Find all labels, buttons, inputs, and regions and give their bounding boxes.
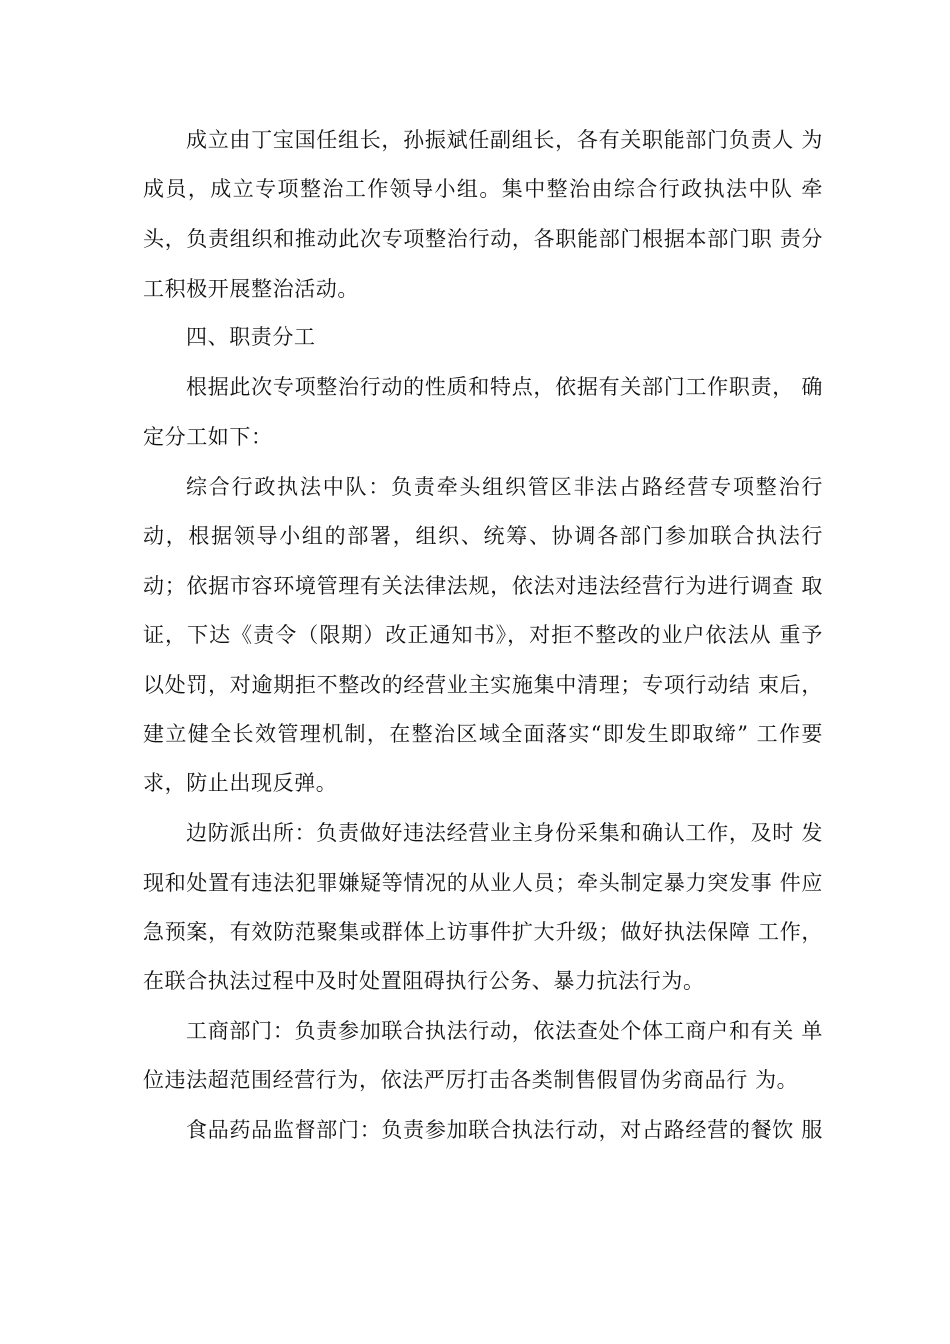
paragraph-line: 食品药品监督部门：负责参加联合执法行动，对占路经营的餐饮 服 [186,1118,823,1142]
paragraph-line: 证，下达《责令（限期）改正通知书》，对拒不整改的业户依法从 重予 [143,623,823,647]
paragraph-line: 建立健全长效管理机制，在整治区域全面落实“即发生即取缔” 工作要 [143,722,823,746]
paragraph-line: 在联合执法过程中及时处置阻碍执行公务、暴力抗法行为。 [143,969,705,993]
paragraph-line: 动，根据领导小组的部署，组织、统筹、协调各部门参加联合执法行 [143,524,823,548]
paragraph-line: 边防派出所：负责做好违法经营业主身份采集和确认工作，及时 发 [186,821,823,845]
paragraph-line: 成员，成立专项整治工作领导小组。集中整治由综合行政执法中队 牵 [143,177,823,201]
paragraph-line: 工商部门：负责参加联合执法行动，依法查处个体工商户和有关 单 [186,1019,823,1043]
paragraph-line: 急预案，有效防范聚集或群体上访事件扩大升级；做好执法保障 工作， [143,920,823,944]
paragraph-line: 成立由丁宝国任组长，孙振斌任副组长，各有关职能部门负责人 为 [186,128,823,152]
paragraph-line: 现和处置有违法犯罪嫌疑等情况的从业人员；牵头制定暴力突发事 件应 [143,871,823,895]
paragraph-line: 定分工如下： [143,425,273,449]
section-heading: 四、职责分工 [186,325,316,349]
paragraph-line: 工积极开展整治活动。 [143,277,359,301]
paragraph-line: 位违法超范围经营行为，依法严厉打击各类制售假冒伪劣商品行 为。 [143,1068,799,1092]
paragraph-line: 综合行政执法中队：负责牵头组织管区非法占路经营专项整治行 [186,475,823,499]
paragraph-line: 头，负责组织和推动此次专项整治行动，各职能部门根据本部门职 责分 [143,227,823,251]
paragraph-line: 求，防止出现反弹。 [143,771,338,795]
paragraph-line: 以处罚，对逾期拒不整改的经营业主实施集中清理；专项行动结 束后， [143,673,823,697]
paragraph-line: 动；依据市容环境管理有关法律法规，依法对违法经营行为进行调查 取 [143,574,823,598]
paragraph-line: 根据此次专项整治行动的性质和特点，依据有关部门工作职责， 确 [186,375,823,399]
